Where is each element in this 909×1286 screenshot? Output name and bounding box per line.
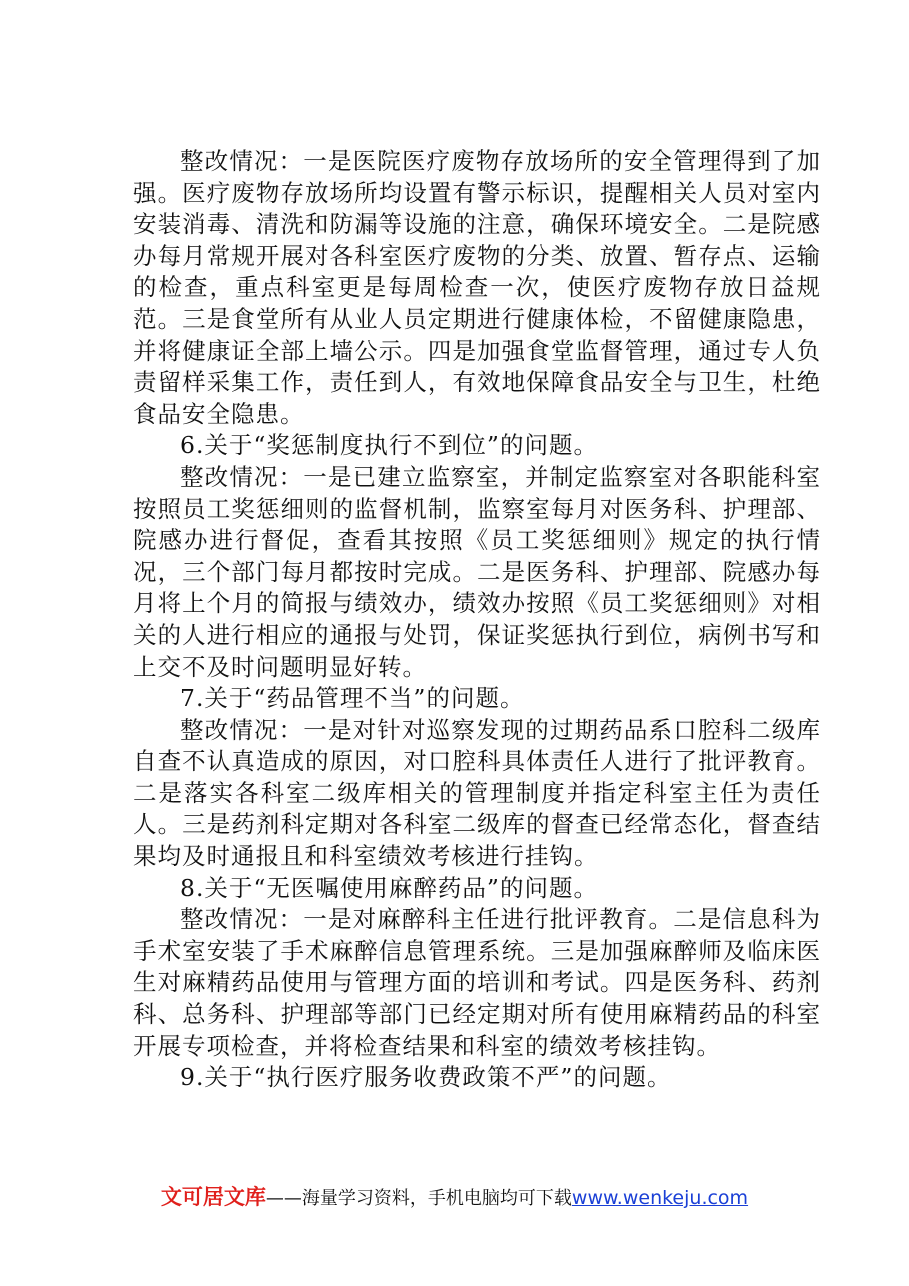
document-body — [133, 146, 821, 1094]
footer-tagline: ——海量学习资料，手机电脑均可下载 — [265, 1188, 572, 1209]
heading-item-7: 7.关于“药品管理不当”的问题。 — [180, 684, 525, 713]
footer-url-link[interactable]: www.wenkeju.com — [571, 1187, 749, 1209]
heading-item-8: 8.关于“无医嘱使用麻醉药品”的问题。 — [180, 873, 598, 902]
paragraph-rectification-rewards: 整改情况：一是已建立监察室，并制定监察室对各职能科室按照员工奖惩细则的监督机制，监察室每月对医务科、护理部、院感办进行督促，查看其按照《员工奖惩细则》规定的执行情况，三个部门每月都按时完成。二是医务科、护理部、院感办每月将上个月的简报与绩效办，绩效办按照《员工奖惩细则》对相关的人进行相应的通报与处罚，保证奖惩执行到位，病例书写和上交不及时问题明显好转。 — [133, 462, 821, 681]
paragraph-rectification-drugs: 整改情况：一是对针对巡察发现的过期药品系口腔科二级库自查不认真造成的原因，对口腔科具体责任人进行了批评教育。二是落实各科室二级库相关的管理制度并指定科室主任为责任人。三是药剂科定期对各科室二级库的督查已经常态化，督查结果均及时通报且和科室绩效考核进行挂钩。 — [133, 715, 821, 871]
heading-item-9: 9.关于“执行医疗服务收费政策不严”的问题。 — [180, 1063, 672, 1092]
heading-item-6: 6.关于“奖惩制度执行不到位”的问题。 — [180, 431, 598, 460]
paragraph-rectification-medical-waste: 整改情况：一是医院医疗废物存放场所的安全管理得到了加强。医疗废物存放场所均设置有警示标识，提醒相关人员对室内安装消毒、清洗和防漏等设施的注意，确保环境安全。二是院感办每月常规开展对各科室医疗废物的分类、放置、暂存点、运输的检查，重点科室更是每周检查一次，使医疗废物存放日益规范。三是食堂所有从业人员定期进行健康体检，不留健康隐患，并将健康证全部上墙公示。四是加强食堂监督管理，通过专人负责留样采集工作，责任到人，有效地保障食品安全与卫生，杜绝食品安全隐患。 — [133, 147, 821, 428]
page-footer — [0, 1184, 909, 1212]
paragraph-rectification-anesthesia: 整改情况：一是对麻醉科主任进行批评教育。二是信息科为手术室安装了手术麻醉信息管理系统。三是加强麻醉师及临床医生对麻精药品使用与管理方面的培训和考试。四是医务科、药剂科、总务科、护理部等部门已经定期对所有使用麻精药品的科室开展专项检查，并将检查结果和科室的绩效考核挂钩。 — [133, 905, 821, 1060]
footer-brand: 文可居文库 — [160, 1185, 266, 1209]
